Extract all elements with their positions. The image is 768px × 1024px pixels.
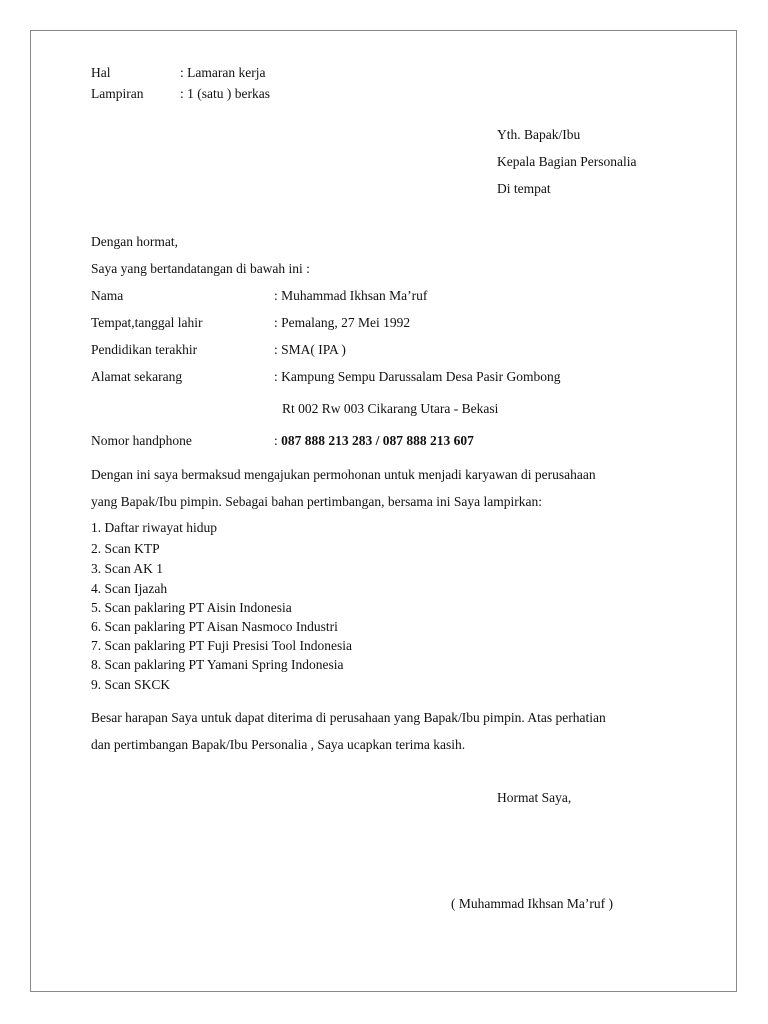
body-line-1: Dengan ini saya bermaksud mengajukan permohonan untuk menjadi karyawan di perusahaan [91, 467, 596, 482]
attachment-item-7: 7. Scan paklaring PT Fuji Presisi Tool Indonesia [91, 638, 353, 653]
letter-page [30, 30, 737, 992]
field-label-ttl: Tempat,tanggal lahir [91, 315, 203, 330]
lampiran-label: Lampiran [91, 86, 144, 101]
greeting: Dengan hormat, [91, 234, 178, 249]
hal-value: : Lamaran kerja [180, 65, 266, 80]
closing-line-1: Besar harapan Saya untuk dapat diterima di perusahaan yang Bapak/Ibu pimpin. Atas perhatian [91, 710, 606, 725]
attachment-item-1: 1. Daftar riwayat hidup [91, 520, 217, 535]
closing-line-2: dan pertimbangan Bapak/Ibu Personalia , Saya ucapkan terima kasih. [91, 737, 466, 752]
recipient-line-3: Di tempat [497, 181, 551, 196]
attachment-item-8: 8. Scan paklaring PT Yamani Spring Indonesia [91, 657, 344, 672]
attachment-item-9: 9. Scan SKCK [91, 677, 171, 692]
body-line-2: yang Bapak/Ibu pimpin. Sebagai bahan pertimbangan, bersama ini Saya lampirkan: [91, 494, 542, 509]
field-label-nama: Nama [91, 288, 124, 303]
recipient-line-2: Kepala Bagian Personalia [497, 154, 637, 169]
attachment-item-2: 2. Scan KTP [91, 541, 160, 556]
field-value-alamat: : Kampung Sempu Darussalam Desa Pasir Gombong [274, 369, 561, 384]
attachment-item-5: 5. Scan paklaring PT Aisin Indonesia [91, 600, 292, 615]
field-value-pendidikan: : SMA( IPA ) [274, 342, 346, 357]
lampiran-value: : 1 (satu ) berkas [180, 86, 270, 101]
phone-numbers: 087 888 213 283 / 087 888 213 607 [277, 433, 474, 448]
signature-name: ( Muhammad Ikhsan Ma’ruf ) [451, 896, 613, 911]
intro-text: Saya yang bertandatangan di bawah ini : [91, 261, 310, 276]
phone-value [274, 433, 474, 449]
phone-colon: : [274, 433, 278, 448]
field-value-nama: : Muhammad Ikhsan Ma’ruf [274, 288, 428, 303]
field-label-alamat: Alamat sekarang [91, 369, 183, 384]
address-line-2: Rt 002 Rw 003 Cikarang Utara - Bekasi [282, 401, 499, 416]
attachment-item-4: 4. Scan Ijazah [91, 581, 168, 596]
attachment-item-3: 3. Scan AK 1 [91, 561, 163, 576]
recipient-line-1: Yth. Bapak/Ibu [497, 127, 581, 142]
field-value-ttl: : Pemalang, 27 Mei 1992 [274, 315, 411, 330]
attachment-item-6: 6. Scan paklaring PT Aisan Nasmoco Industri [91, 619, 338, 634]
phone-label: Nomor handphone [91, 433, 192, 448]
closing-salutation: Hormat Saya, [497, 790, 572, 805]
field-label-pendidikan: Pendidikan terakhir [91, 342, 198, 357]
hal-label: Hal [91, 65, 111, 80]
